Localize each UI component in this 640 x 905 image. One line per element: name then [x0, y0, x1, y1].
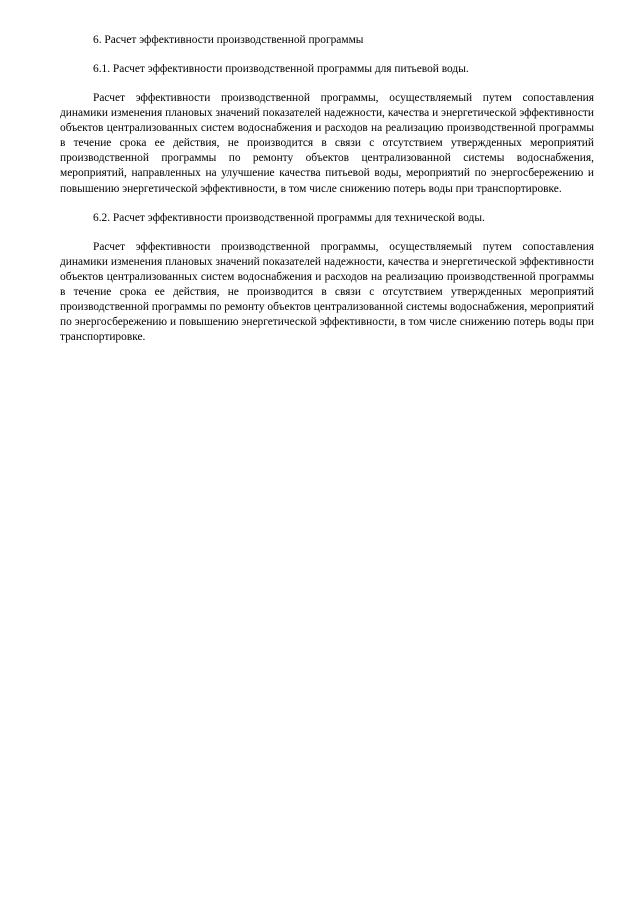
subsection-2-paragraph: Расчет эффективности производственной программы, осуществляемый путем сопоставления динамики изменения плановых значений показателей надежности, качества и энергетической эффективности объектов централизованных систем водоснабжения и расходов на реализацию производственной программы в течение срока ее действия, не производится в связи с отсутствием утвержденных мероприятий производственной программы по ремонту объектов централизованной системы водоснабжения, мероприятий по энергосбережению и повышению энергетической эффективности, в том числе снижению потерь воды при транспортировке.: [60, 240, 594, 344]
subsection-2-title: 6.2. Расчет эффективности производственной программы для технической воды.: [93, 211, 485, 224]
subsection-1-title: 6.1. Расчет эффективности производственной программы для питьевой воды.: [93, 63, 469, 75]
document-page: [60, 33, 594, 345]
section-title: 6. Расчет эффективности производственной программы: [93, 34, 364, 46]
subsection-1-paragraph: Расчет эффективности производственной программы, осуществляемый путем сопоставления динамики изменения плановых значений показателей надежности, качества и энергетической эффективности объектов централизованных систем водоснабжения и расходов на реализацию производственной программы в течение срока ее действия, не производится в связи с отсутствием утвержденных мероприятий производственной программы по ремонту объектов централизованной системы водоснабжения, мероприятий, направленных на улучшение качества питьевой воды, мероприятий по энергосбережению и повышению энергетической эффективности, в том числе снижению потерь воды при транспортировке.: [60, 92, 594, 195]
